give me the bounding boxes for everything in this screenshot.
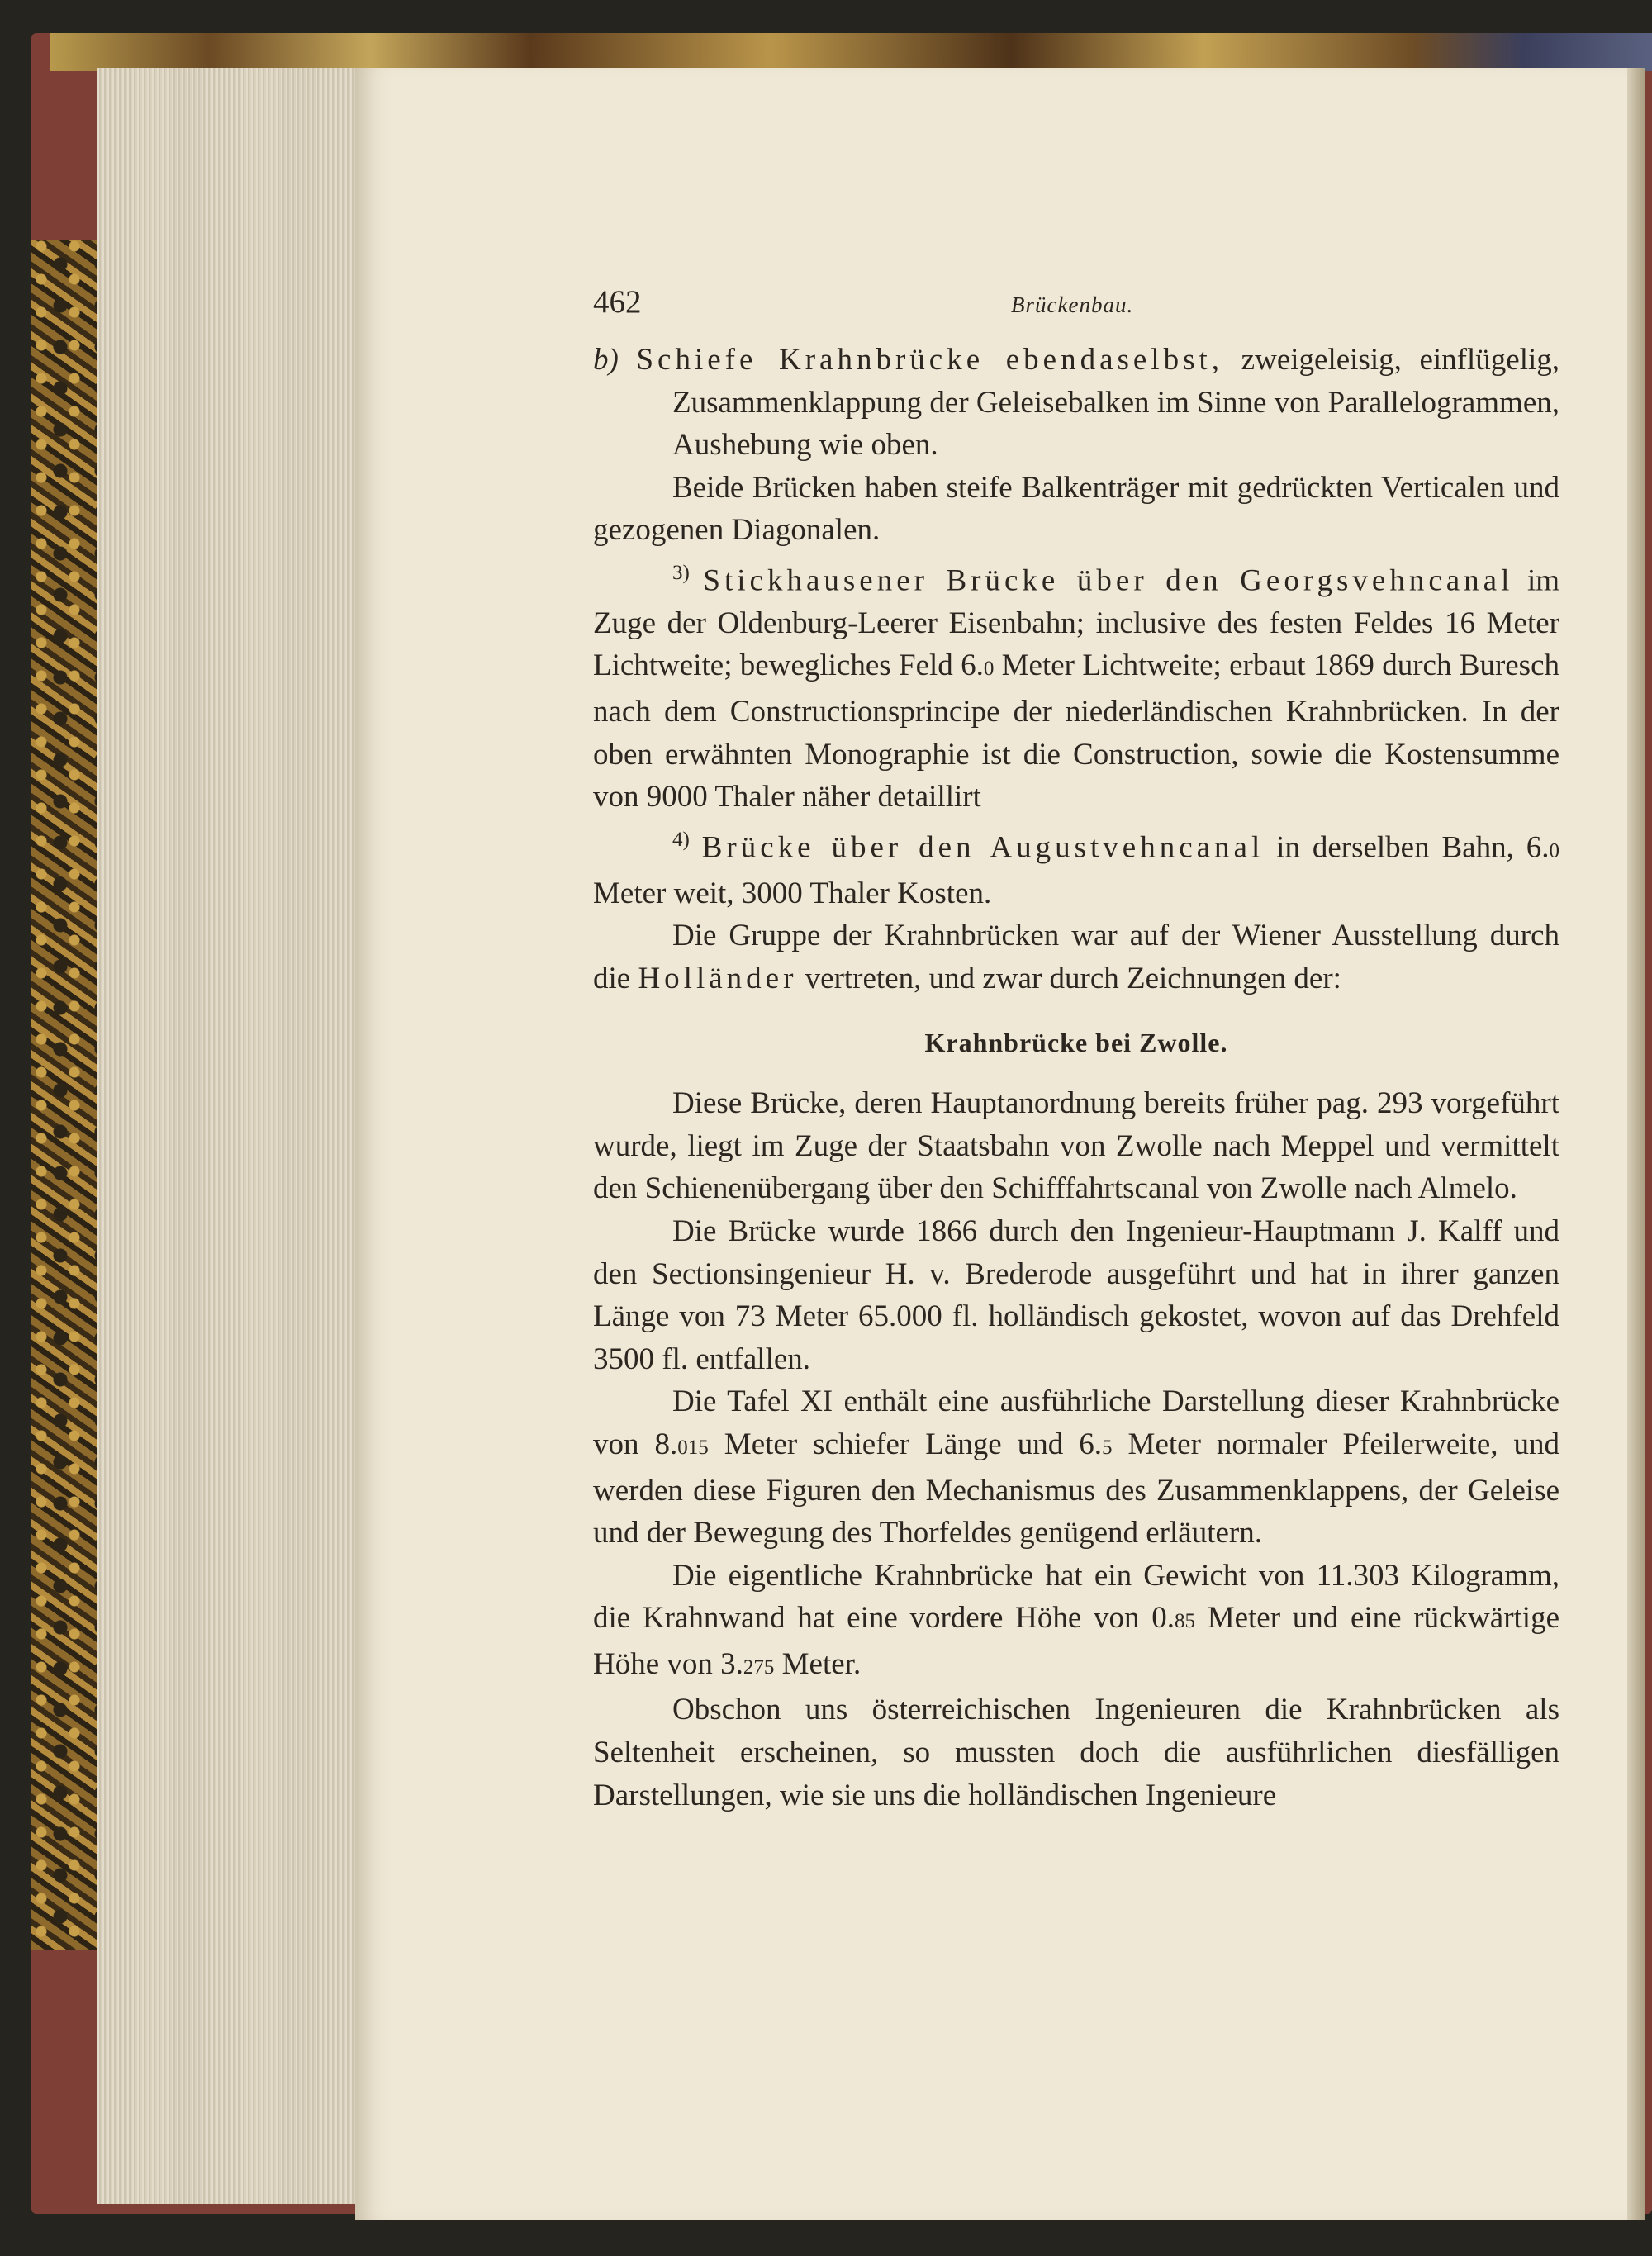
paragraph-tafel-text-3: Meter normaler Pfeilerweite, und werden diese Figuren den Mechanismus des Zusammenklappens, der Geleise und der Bewegung des Thorfeldes genügend erläutern.	[593, 1427, 1560, 1551]
item-label-b: b)	[593, 343, 619, 377]
section-heading: Krahnbrücke bei Zwolle.	[924, 1027, 1228, 1057]
paragraph-gewicht-subscript-2: 275	[743, 1655, 775, 1679]
paragraph-beide: Beide Brücken haben steife Balkenträger mit gedrückten Verticalen und gezogenen Diagonalen.	[593, 470, 1559, 548]
spaced-heading-4: Brücke über den Augustvehncanal	[701, 830, 1265, 865]
paragraph-4-text-2: Meter weit, 3000 Thaler Kosten.	[593, 876, 992, 910]
paragraph-gewicht-text-3: Meter.	[774, 1646, 862, 1681]
paragraph-b-text: zweigeleisig, einflügelig, Zusammenklappung der Geleisebalken im Sinne von Parallelogrammen, Aushebung wie oben.	[672, 343, 1560, 463]
paragraph-gruppe	[593, 914, 1559, 1000]
marbled-edge	[31, 240, 97, 1950]
paragraph-gewicht	[593, 1555, 1559, 1689]
paragraph-3	[593, 552, 1559, 819]
paragraph-b	[593, 339, 1559, 467]
paragraph-diese: Diese Brücke, deren Hauptanordnung bereits früher pag. 293 vorgeführt wurde, liegt im Zuge der Staatsbahn von Zwolle nach Meppel und vermittelt den Schienenübergang über den Schifffahrtscanal von Zwolle nach Almelo.	[593, 1086, 1559, 1206]
item-label-4: 4)	[672, 828, 690, 851]
page-number: 462	[593, 284, 642, 320]
paragraph-gewicht-text-1: Die eigentliche Krahnbrücke hat ein Gewicht von 11.303 Kilogramm, die Krahnwand hat eine vordere Höhe von 0.	[593, 1558, 1559, 1636]
paragraph-gruppe-text-2: vertreten, und zwar durch Zeichnungen der:	[797, 961, 1341, 995]
cover-top-edge	[50, 33, 1652, 71]
page-edges	[97, 68, 381, 2204]
paragraph-3-subscript: 0	[983, 658, 995, 681]
paragraph-3-text-2: Meter Lichtweite; erbaut 1869 durch Buresch nach dem Constructionsprincipe der niederländischen Krahnbrücken. In der oben erwähnten Monographie ist die Construction, sowie die Kostensumme von 9000 Thaler näher detaillirt	[593, 648, 1560, 815]
paragraph-obschon: Obschon uns österreichischen Ingenieuren die Krahnbrücken als Seltenheit erscheinen, so mussten doch die ausführlichen diesfälligen Darstellungen, wie sie uns die holländischen Ingenieure	[593, 1693, 1559, 1812]
page-header	[593, 281, 1559, 339]
paragraph-tafel	[593, 1380, 1559, 1554]
paragraph-tafel-text-2: Meter schiefer Länge und 6.	[708, 1427, 1103, 1461]
paragraph-gewicht-subscript-1: 85	[1175, 1610, 1195, 1633]
page-text	[593, 281, 1559, 1817]
paragraph-4-subscript: 0	[1549, 839, 1559, 862]
page-right-edge	[1627, 68, 1645, 2220]
paragraph-4-text-1: in derselben Bahn, 6.	[1264, 830, 1550, 865]
running-title: Brückenbau.	[1011, 292, 1134, 317]
paragraph-4	[593, 819, 1559, 915]
paragraph-tafel-subscript-2: 5	[1102, 1436, 1113, 1459]
spaced-hollaender: Holländer	[638, 961, 798, 995]
paragraph-gruppe-text-1: Die Gruppe der Krahnbrücken war auf der Wiener Ausstellung durch die	[593, 919, 1559, 995]
paragraph-bruecke: Die Brücke wurde 1866 durch den Ingenieur-Hauptmann J. Kalff und den Sectionsingenieur H. v. Brederode ausgeführt und hat in ihrer ganzen Länge von 73 Meter 65.000 fl. holländisch gekostet, wovon auf das Drehfeld 3500 fl. entfallen.	[593, 1213, 1559, 1376]
paragraph-tafel-subscript-1: 015	[677, 1436, 709, 1459]
spaced-heading-3: Stickhausener Brücke über den Georgsvehncanal	[703, 563, 1514, 598]
item-label-3: 3)	[672, 561, 690, 584]
paragraph-gewicht-text-2: Meter und eine rückwärtige Höhe von 3.	[593, 1601, 1559, 1681]
paragraph-3-text-1: im Zuge der Oldenburg-Leerer Eisenbahn; inclusive des festen Feldes 16 Meter Lichtweite; bewegliches Feld 6.	[593, 563, 1559, 683]
paragraph-tafel-text-1: Die Tafel XI enthält eine ausführliche Darstellung dieser Krahnbrücke von 8.	[593, 1384, 1559, 1461]
spaced-heading-b: Schiefe Krahnbrücke ebendaselbst,	[636, 343, 1224, 377]
